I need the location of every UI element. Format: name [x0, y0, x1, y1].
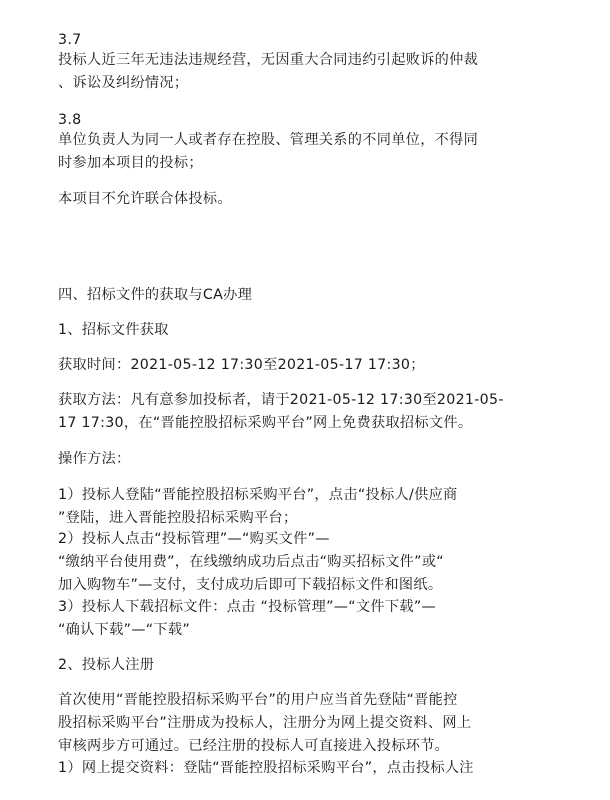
consortium-note: 本项目不允许联合体投标。: [58, 191, 232, 207]
section-3-8-text: 时参加本项目的投标；: [58, 155, 203, 171]
section-3-7-number: 3.7: [58, 32, 82, 48]
section-3-8-text: 单位负责人为同一人或者存在控股、管理关系的不同单位，不得同: [58, 132, 479, 148]
registration-step-1: 1）网上提交资料：登陆“晋能控股招标采购平台”，点击投标人注: [58, 760, 474, 776]
operation-step-1: 1）投标人登陆“晋能控股招标采购平台”，点击“投标人/供应商: [58, 487, 458, 503]
registration-paragraph: 首次使用“晋能控股招标采购平台”的用户应当首先登陆“晋能控: [58, 692, 458, 708]
operation-step-2: “缴纳平台使用费”，在线缴纳成功后点击“购买招标文件”或“: [58, 554, 444, 570]
operation-title: 操作方法：: [58, 451, 131, 467]
operation-step-1: ”登陆，进入晋能控股招标采购平台；: [58, 510, 298, 526]
acquisition-time: 获取时间：2021-05-12 17:30至2021-05-17 17:30；: [58, 357, 425, 373]
operation-step-2: 2）投标人点击“投标管理”—“购买文件”—: [58, 531, 330, 547]
acquisition-method: 获取方法：凡有意参加投标者，请于2021-05-12 17:30至2021-05-: [58, 392, 504, 408]
operation-step-2: 加入购物车”—支付，支付成功后即可下载招标文件和图纸。: [58, 577, 443, 593]
registration-paragraph: 审核两步方可通过。已经注册的投标人可直接进入投标环节。: [58, 738, 450, 754]
subsection-1-title: 1、招标文件获取: [58, 322, 169, 338]
operation-step-3: “确认下载”—“下载”: [58, 622, 191, 638]
registration-paragraph: 股招标采购平台”注册成为投标人，注册分为网上提交资料、网上: [58, 715, 472, 731]
operation-step-3: 3）投标人下载招标文件：点击 “投标管理”—“文件下载”—: [58, 599, 436, 615]
section-3-7-text: 投标人近三年无违法违规经营，无因重大合同违约引起败诉的仲裁: [58, 52, 479, 68]
acquisition-method: 17 17:30，在“晋能控股招标采购平台”网上免费获取招标文件。: [58, 415, 473, 431]
section-4-heading: 四、招标文件的获取与CA办理: [58, 287, 253, 303]
section-3-8-number: 3.8: [58, 112, 82, 128]
section-3-7-text: 、诉讼及纠纷情况；: [58, 75, 189, 91]
subsection-2-title: 2、投标人注册: [58, 657, 155, 673]
